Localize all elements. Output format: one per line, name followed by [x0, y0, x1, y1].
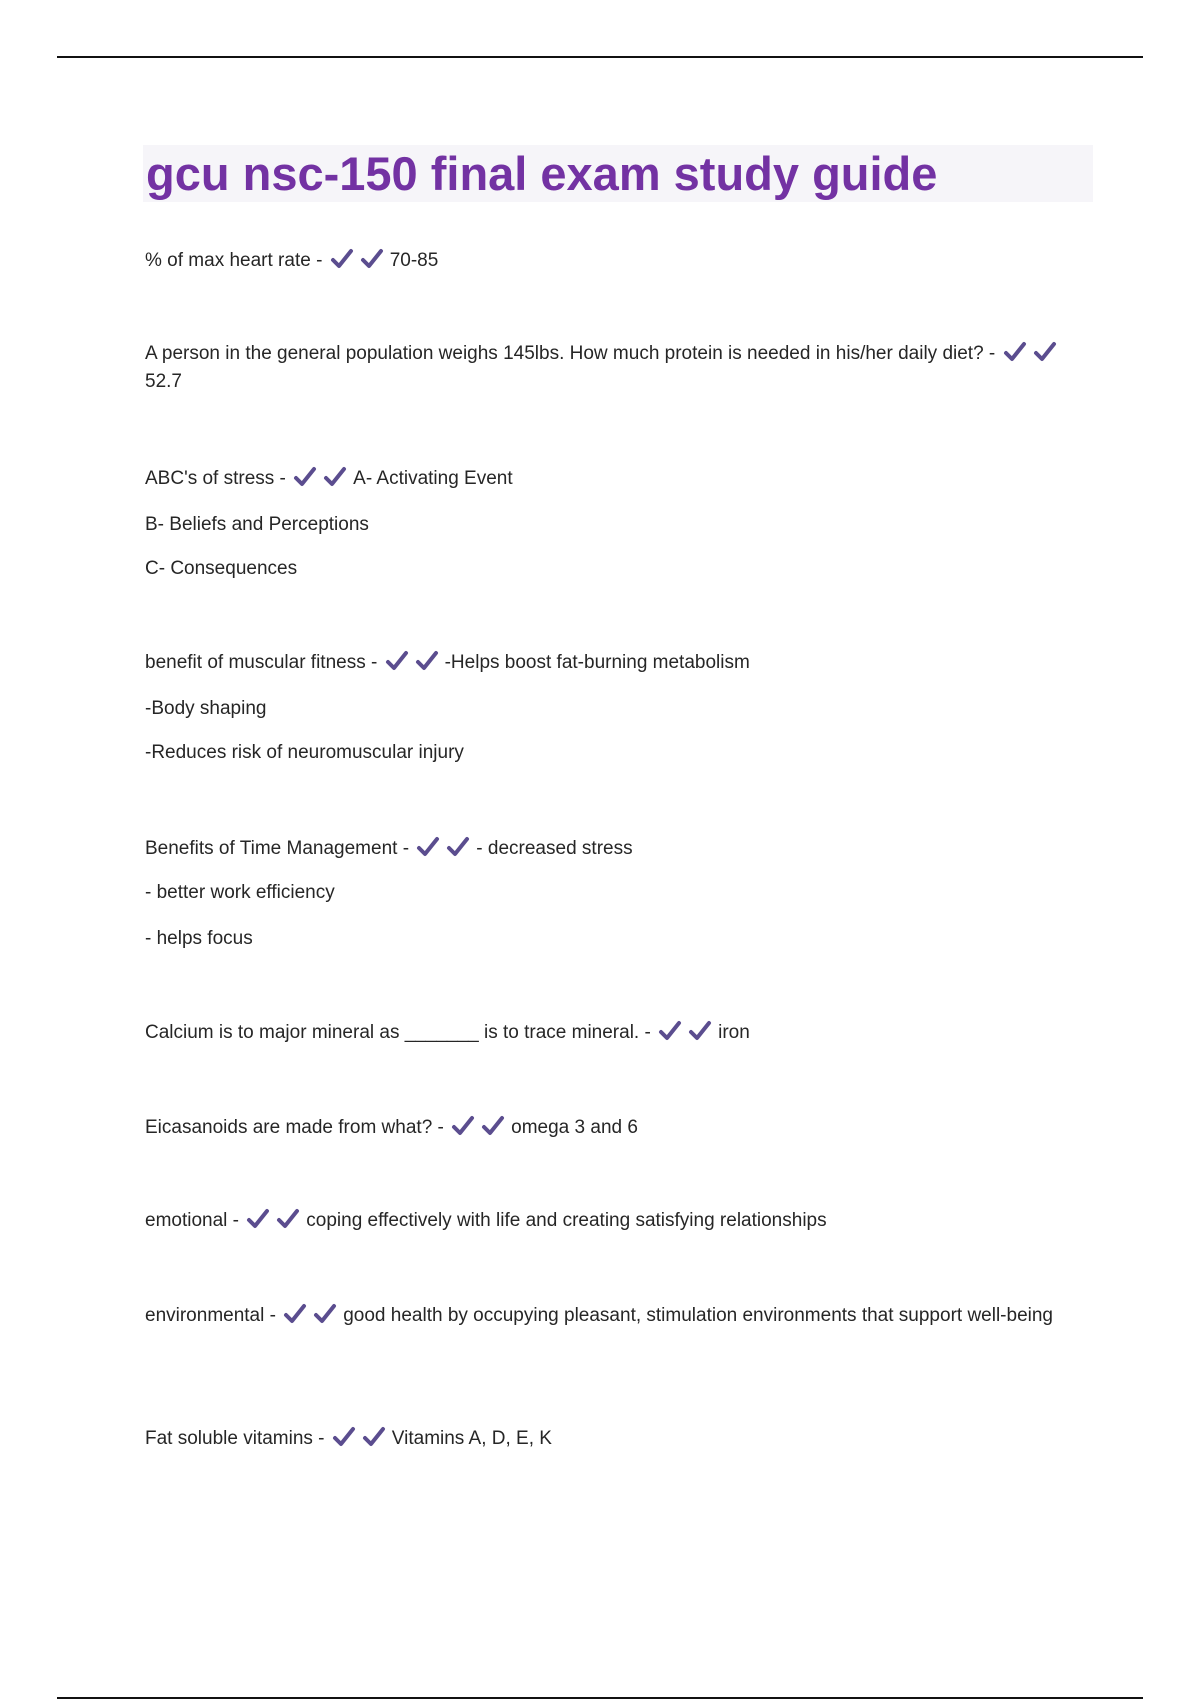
- question-text: environmental -: [145, 1305, 276, 1326]
- checkmark-icon: [293, 466, 317, 488]
- answer-text: iron: [718, 1022, 750, 1043]
- answer-line: -Reduces risk of neuromuscular injury: [145, 742, 464, 763]
- footer-rule: [57, 1697, 1143, 1699]
- qa-item: [145, 1019, 1090, 1047]
- question-text: Calcium is to major mineral as _______ is to trace mineral. -: [145, 1022, 651, 1043]
- answer-text: 52.7: [145, 371, 182, 392]
- checkmark-icon: [1003, 341, 1027, 363]
- checkmark-icon: [416, 836, 440, 858]
- checkmark-icon: [360, 248, 384, 270]
- checkmark-icon: [323, 466, 347, 488]
- question-text: emotional -: [145, 1210, 239, 1231]
- question-text: ABC's of stress -: [145, 468, 286, 489]
- qa-item: [145, 1207, 1090, 1235]
- qa-item: [145, 1114, 1090, 1142]
- checkmark-icon: [658, 1020, 682, 1042]
- qa-item: [145, 1425, 1090, 1453]
- checkmark-icon: [283, 1303, 307, 1325]
- checkmark-icon: [451, 1115, 475, 1137]
- checkmark-icon: [415, 650, 439, 672]
- question-text: A person in the general population weighs 145lbs. How much protein is needed in his/her daily diet? -: [145, 343, 996, 364]
- checkmark-icon: [330, 248, 354, 270]
- page-title: gcu nsc-150 final exam study guide: [146, 147, 938, 200]
- checkmark-icon: [332, 1426, 356, 1448]
- checkmark-icon: [481, 1115, 505, 1137]
- question-text: Eicasanoids are made from what? -: [145, 1117, 444, 1138]
- answer-line: -Body shaping: [145, 698, 267, 719]
- question-text: benefit of muscular fitness -: [145, 652, 378, 673]
- answer-text: good health by occupying pleasant, stimulation environments that support well-being: [343, 1305, 1053, 1326]
- answer-text: 70-85: [389, 250, 439, 271]
- answer-text: omega 3 and 6: [511, 1117, 638, 1138]
- question-text: % of max heart rate -: [145, 250, 323, 271]
- qa-item: [145, 1302, 1090, 1330]
- answer-text: - decreased stress: [476, 838, 633, 859]
- answer-line: B- Beliefs and Perceptions: [145, 514, 369, 535]
- qa-item: [145, 649, 1090, 767]
- checkmark-icon: [313, 1303, 337, 1325]
- checkmark-icon: [362, 1426, 386, 1448]
- answer-line: C- Consequences: [145, 558, 298, 579]
- checkmark-icon: [246, 1208, 270, 1230]
- qa-item: [145, 835, 1090, 953]
- answer-text: coping effectively with life and creating satisfying relationships: [306, 1210, 827, 1231]
- answer-text: -Helps boost fat-burning metabolism: [444, 652, 750, 673]
- answer-line: - better work efficiency: [145, 882, 335, 903]
- header-rule: [57, 56, 1143, 58]
- answer-line: - helps focus: [145, 928, 253, 949]
- checkmark-icon: [1033, 341, 1057, 363]
- checkmark-icon: [276, 1208, 300, 1230]
- answer-text: A- Activating Event: [353, 468, 513, 489]
- qa-item: [145, 465, 1090, 583]
- checkmark-icon: [385, 650, 409, 672]
- qa-item: [145, 247, 1090, 275]
- question-text: Benefits of Time Management -: [145, 838, 410, 859]
- answer-text: Vitamins A, D, E, K: [391, 1428, 552, 1449]
- checkmark-icon: [446, 836, 470, 858]
- checkmark-icon: [688, 1020, 712, 1042]
- qa-item: [145, 340, 1090, 396]
- question-text: Fat soluble vitamins -: [145, 1428, 325, 1449]
